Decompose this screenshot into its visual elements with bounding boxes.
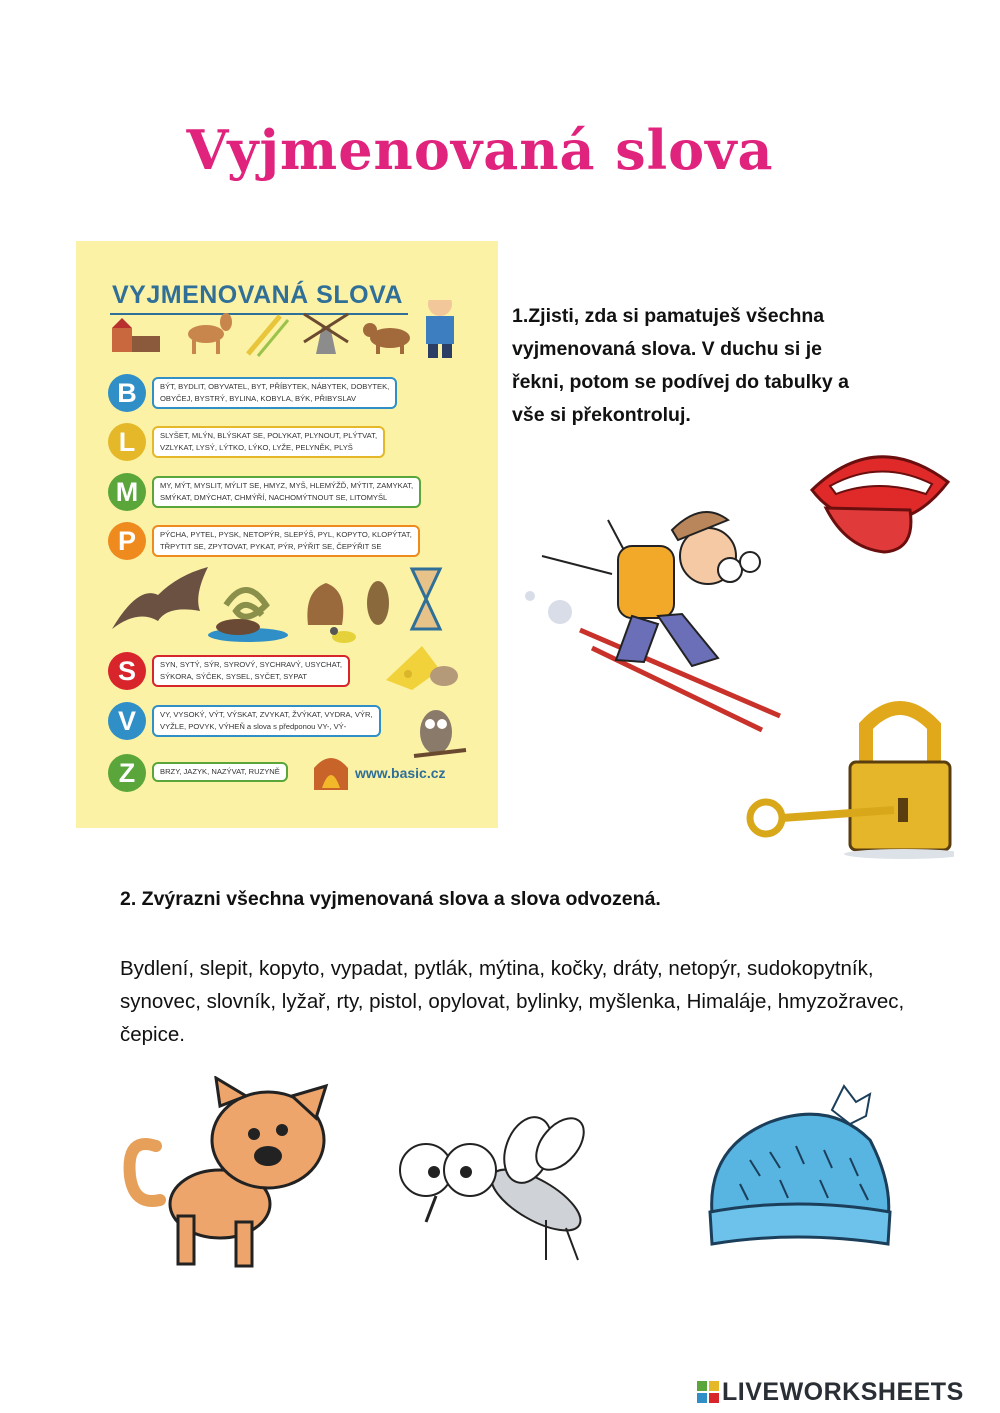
cheese-mouse-icon <box>382 640 462 692</box>
bull-icon <box>363 323 410 354</box>
cat-icon <box>116 1076 340 1276</box>
skis-icon <box>248 316 288 356</box>
letter-badge: L <box>108 423 146 461</box>
letter-badge: P <box>108 522 146 560</box>
letter-badge: Z <box>108 754 146 792</box>
poster-title: VYJMENOVANÁ SLOVA <box>112 281 403 309</box>
snake-icon <box>226 590 266 617</box>
word-box: SLYŠET, MLÝN, BLÝSKAT SE, POLYKAT, PLYNOUT, PLÝTVAT, VZLYKAT, LYSÝ, LÝTKO, LÝKO, LYŽE, PELYNĚK, PLYŠ <box>152 426 385 458</box>
word-box: VY, VYSOKÝ, VÝT, VÝSKAT, ZVYKAT, ŽVÝKAT, VYDRA, VÝR, VYŽLE, POVYK, VÝHEŇ a slova s předponou VY-, VÝ- <box>152 705 381 737</box>
poster-illustrations <box>108 300 488 360</box>
word-box: BRZY, JAZYK, NAZÝVAT, RUZYNĚ <box>152 762 288 782</box>
bat-icon <box>112 567 208 629</box>
fly-icon <box>396 1100 626 1270</box>
windmill-icon <box>304 314 348 354</box>
liveworksheets-logo-icon <box>697 1381 719 1403</box>
poster-url: www.basic.cz <box>355 765 446 781</box>
bird-icon <box>330 627 356 643</box>
padlock-key-icon <box>744 700 954 860</box>
gopher-icon <box>367 581 389 625</box>
hourglass-icon <box>412 569 440 629</box>
poster-animals <box>108 565 468 647</box>
word-box: BÝT, BYDLIT, OBYVATEL, BYT, PŘÍBYTEK, NÁBYTEK, DOBYTEK, OBYČEJ, BYSTRÝ, BYLINA, KOBYLA, BÝK, PŘIBYSLAV <box>152 377 397 409</box>
word-box: MY, MÝT, MYSLIT, MÝLIT SE, HMYZ, MYŠ, HLEMÝŽĎ, MÝTIT, ZAMYKAT, SMÝKAT, DMÝCHAT, CHMÝŘÍ, NACHOMÝTNOUT SE, LITOMYŠL <box>152 476 421 508</box>
boy-icon <box>426 300 454 358</box>
furnace-icon <box>312 752 350 792</box>
knit-hat-icon <box>700 1080 894 1254</box>
letter-badge: V <box>108 702 146 740</box>
horse-icon <box>188 313 232 354</box>
tongue-lips-icon <box>806 438 954 556</box>
task-2-instruction: 2. Zvýrazni všechna vyjmenovaná slova a slova odvozená. <box>120 888 661 910</box>
word-list: Bydlení, slepit, kopyto, vypadat, pytlák, mýtina, kočky, dráty, netopýr, sudokopytník, synovec, slovník, lyžař, rty, pistol, opylovat, bylinky, myšlenka, Himaláje, hmyzožravec, čepice. <box>120 957 905 1046</box>
sack-icon <box>307 583 343 625</box>
letter-badge: B <box>108 374 146 412</box>
word-box: PÝCHA, PYTEL, PYSK, NETOPÝR, SLEPÝŠ, PYL, KOPYTO, KLOPÝTAT, TŘPYTIT SE, ZPYTOVAT, PYKAT, PÝR, PÝŘIT SE, ČEPÝŘIT SE <box>152 525 420 557</box>
owl-icon <box>410 696 470 764</box>
brand-name: LIVEWORKSHEETS <box>722 1378 964 1406</box>
word-box: SYN, SYTÝ, SÝR, SYROVÝ, SYCHRAVÝ, USYCHAT, SÝKORA, SÝČEK, SYSEL, SYČET, SYPAT <box>152 655 350 687</box>
castle-icon <box>112 318 160 352</box>
task-1-instruction: 1.Zjisti, zda si pamatuješ všechna vyjmenovaná slova. V duchu si je řekni, potom se podívej do tabulky a vše si překontroluj. <box>512 305 849 426</box>
page-title: Vyjmenovaná slova <box>186 118 774 182</box>
otter-icon <box>208 619 288 642</box>
letter-badge: M <box>108 473 146 511</box>
letter-badge: S <box>108 652 146 690</box>
